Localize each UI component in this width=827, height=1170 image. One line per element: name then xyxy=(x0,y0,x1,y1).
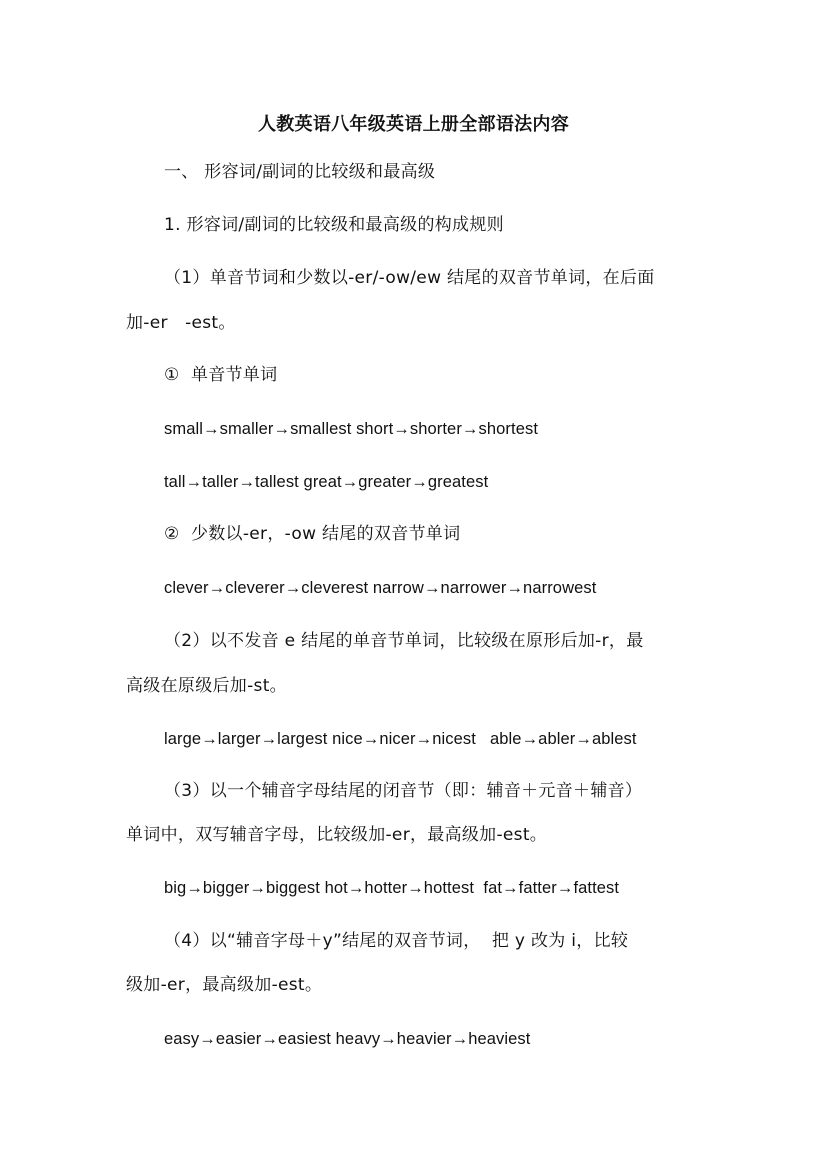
rule-4-line-1: （4）以“辅音字母＋y”结尾的双音节词， 把 y 改为 i，比较 xyxy=(164,931,629,951)
example-line: large→larger→largest nice→nicer→nicest able→abler→ablest xyxy=(164,730,637,748)
rule-4-line-2: 级加-er，最高级加-est。 xyxy=(126,975,323,995)
sub-heading-1: ① 单音节单词 xyxy=(164,365,278,385)
sub-heading-2: ② 少数以-er，-ow 结尾的双音节单词 xyxy=(164,524,461,544)
example-line: tall→taller→tallest great→greater→greatest xyxy=(164,473,489,491)
example-line: small→smaller→smallest short→shorter→shortest xyxy=(164,420,539,438)
rule-1-line-1: （1）单音节词和少数以-er/-ow/ew 结尾的双音节单词，在后面 xyxy=(164,268,655,288)
rule-3-line-2: 单词中，双写辅音字母，比较级加-er，最高级加-est。 xyxy=(126,825,548,845)
section-heading: 一、 形容词/副词的比较级和最高级 xyxy=(164,162,436,182)
example-line: easy→easier→easiest heavy→heavier→heaviest xyxy=(164,1030,531,1048)
document-title: 人教英语八年级英语上册全部语法内容 xyxy=(257,114,570,135)
rule-1-line-2: 加-er -est。 xyxy=(126,313,236,333)
rule-2-line-1: （2）以不发音 e 结尾的单音节单词，比较级在原形后加-r，最 xyxy=(164,631,644,651)
example-line: clever→cleverer→cleverest narrow→narrower→narrowest xyxy=(164,579,597,597)
rule-3-line-1: （3）以一个辅音字母结尾的闭音节（即：辅音＋元音＋辅音） xyxy=(164,781,643,801)
subsection-heading: 1. 形容词/副词的比较级和最高级的构成规则 xyxy=(164,215,504,235)
example-line: big→bigger→biggest hot→hotter→hottest fat→fatter→fattest xyxy=(164,879,620,897)
rule-2-line-2: 高级在原级后加-st。 xyxy=(126,676,287,696)
